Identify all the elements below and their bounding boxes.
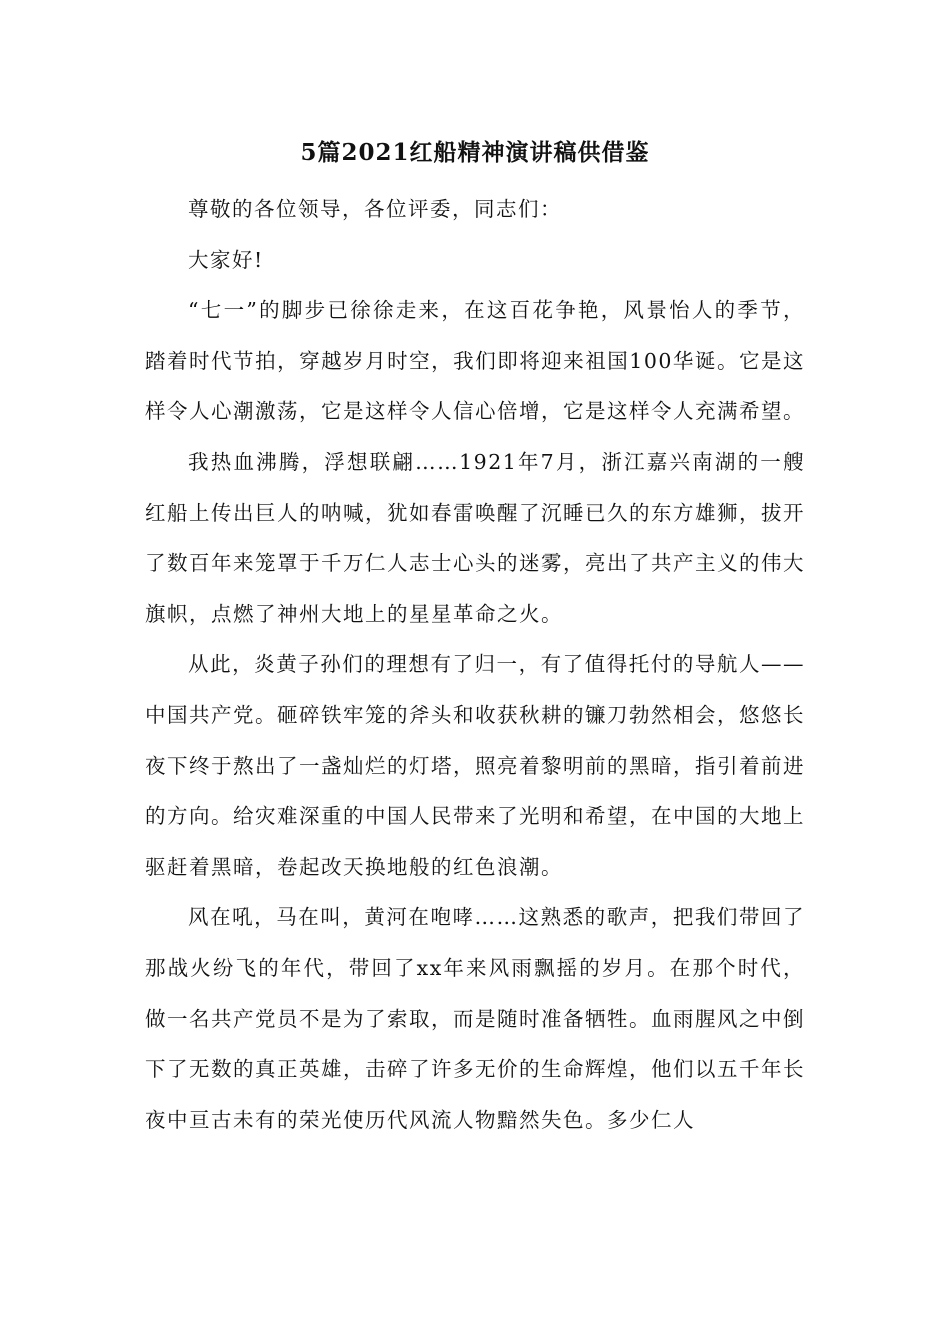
body-paragraph: “七一”的脚步已徐徐走来，在这百花争艳，风景怡人的季节，踏着时代节拍，穿越岁月时空，我们即将迎来祖国100华诞。它是这样令人心潮激荡，它是这样令人信心倍增，它是这样令人充满希望。 (145, 298, 805, 424)
document-title: 5篇2021红船精神演讲稿供借鉴 (300, 139, 650, 166)
document-body (145, 184, 805, 1145)
salutation-paragraph: 尊敬的各位领导，各位评委，同志们： (188, 197, 563, 221)
body-paragraph: 从此，炎黄子孙们的理想有了归一，有了值得托付的导航人——中国共产党。砸碎铁牢笼的斧头和收获秋耕的镰刀勃然相会，悠悠长夜下终于熬出了一盏灿烂的灯塔，照亮着黎明前的黑暗，指引着前进的方向。给灾难深重的中国人民带来了光明和希望，在中国的大地上驱赶着黑暗，卷起改天换地般的红色浪潮。 (145, 652, 805, 879)
greeting-paragraph: 大家好! (188, 247, 264, 272)
body-paragraph: 风在吼，马在叫，黄河在咆哮……这熟悉的歌声，把我们带回了那战火纷飞的年代，带回了xx年来风雨飘摇的岁月。在那个时代，做一名共产党员不是为了索取，而是随时准备牺牲。血雨腥风之中倒下了无数的真正英雄，击碎了许多无价的生命辉煌，他们以五千年长夜中亘古未有的荣光使历代风流人物黯然失色。多少仁人 (145, 905, 805, 1132)
body-paragraph: 我热血沸腾，浮想联翩……1921年7月，浙江嘉兴南湖的一艘红船上传出巨人的呐喊，犹如春雷唤醒了沉睡已久的东方雄狮，拔开了数百年来笼罩于千万仁人志士心头的迷雾，亮出了共产主义的伟大旗帜，点燃了神州大地上的星星革命之火。 (145, 449, 805, 626)
